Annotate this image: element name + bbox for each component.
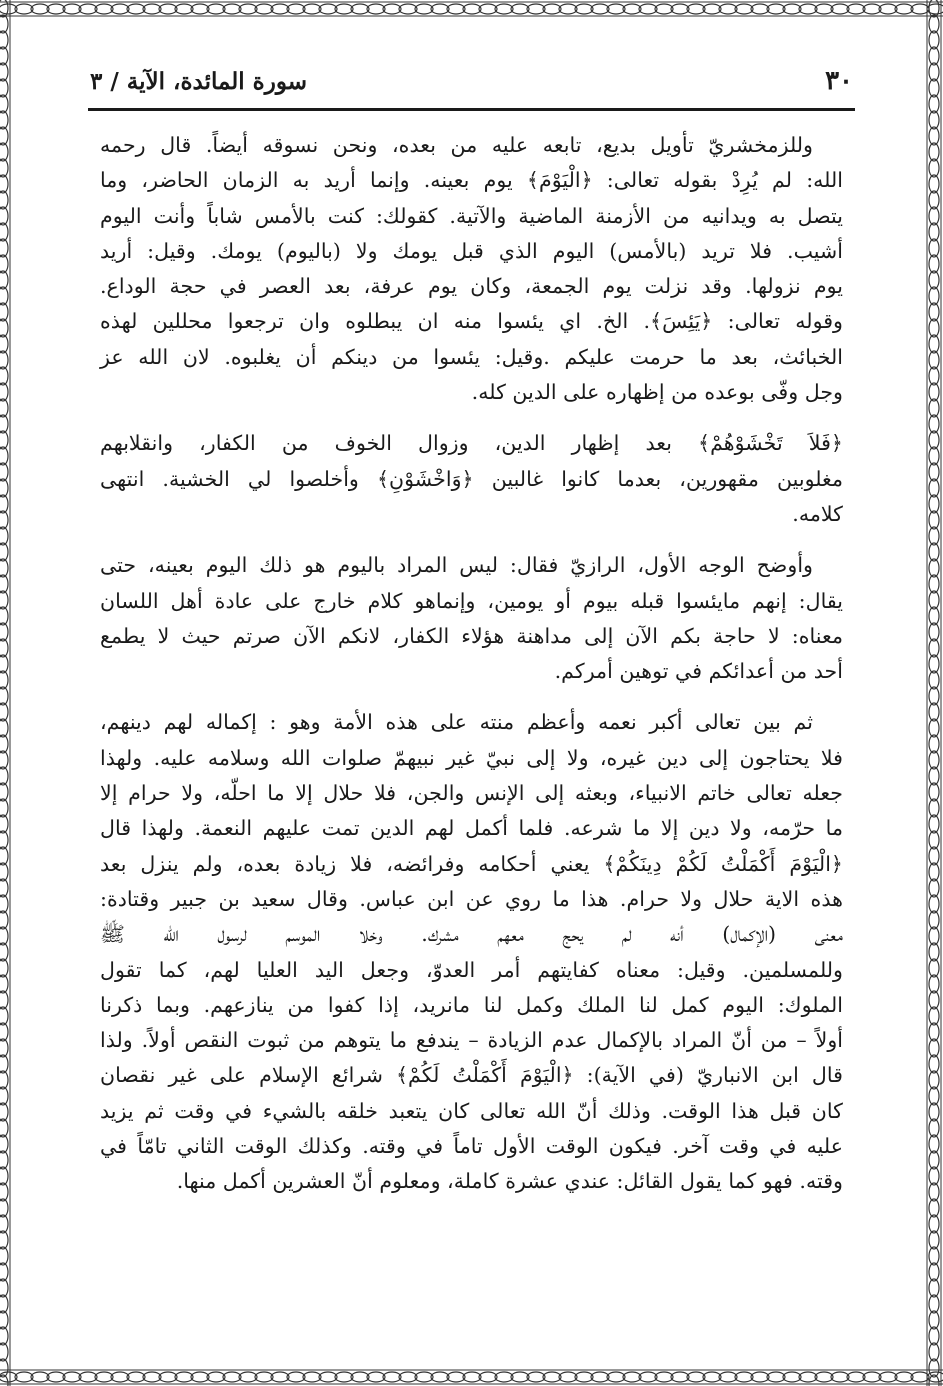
page-header	[90, 58, 853, 108]
paragraph	[100, 128, 843, 410]
text-line: هذه الاية حلال ولا حرام. هذا ما روي عن ابن عباس. وقال سعيد بن جبير وقتادة:	[100, 886, 843, 911]
text-line: ﴿الْيَوْمَ أَكْمَلْتُ لَكُمْ دِينَكُمْ﴾ يعني أحكامه وفرائضه، فلا زيادة بعده، ولم ينزل بعد	[100, 851, 843, 876]
text-line: وجل وفّى بوعده من إظهاره على الدين كله.	[471, 380, 843, 405]
text-line: معناه: لا حاجة بكم الآن إلى مداهنة هؤلاء الكفار، لانكم الآن صرتم حيث لا يطمع	[100, 623, 843, 648]
paragraph	[100, 705, 843, 1199]
text-line: الله: لم يُرِدْ بقوله تعالى: ﴿الْيَوْمَ﴾ يوم بعينه. وإنما أريد به الزمان الحاضر، وما	[100, 168, 843, 193]
paragraph	[100, 548, 843, 689]
text-line: ﴿فَلاَ تَخْشَوْهُمْ﴾ بعد إظهار الدين، وزوال الخوف من الكفار، وانقلابهم	[100, 431, 843, 456]
text-line: ثم بين تعالى أكبر نعمه وأعظم منته على هذه الأمة وهو : إكماله لهم دينهم،	[100, 710, 813, 735]
running-title: سورة المائدة، الآية / ٣	[90, 68, 307, 95]
text-line: فلا يحتاجون إلى دين غيره، ولا إلى نبيّ غير نبيهمّ صلوات الله وسلامه عليه. ولهذا	[100, 745, 843, 770]
text-line: كلامه.	[792, 501, 843, 526]
decorative-border-left	[0, 0, 12, 1386]
text-line: كان قبل هذا الوقت. وذلك أنّ الله تعالى كان يتعبد خلقه بالشيء في وقت ثم يزيد	[100, 1098, 843, 1123]
page-number: ٣٠	[825, 66, 853, 96]
decorative-border-top	[0, 0, 943, 18]
text-line: وقته. فهو كما يقول القائل: عندي عشرة كاملة، ومعلوم أنّ العشرين أكمل منها.	[176, 1169, 843, 1194]
text-line: وأوضح الوجه الأول، الرازيّ فقال: ليس المراد باليوم هو ذلك اليوم بعينه، حتى	[100, 553, 813, 578]
text-line: الملوك: اليوم كمل لنا الملك وكمل لنا مانريد، إذا كفوا من ينازعهم. وبما ذكرنا	[100, 992, 843, 1017]
text-line: معنى (الإكمال) أنه لم يحج معهم مشرك. وخلا الموسم لرسول الله ﷺ	[100, 922, 843, 947]
decorative-border-bottom	[0, 1368, 943, 1386]
text-line: وللزمخشريّ تأويل بديع، تابعه عليه من بعده، ونحن نسوقه أيضاً. قال رحمه	[100, 133, 813, 157]
decorative-border-right	[925, 0, 943, 1386]
text-line: أولاً – من أنّ المراد بالإكمال عدم الزيادة – يندفع ما يتوهم من ثبوت النقص أولاً. ولذا	[100, 1028, 843, 1053]
header-rule	[88, 108, 855, 111]
paragraph	[100, 426, 843, 532]
text-line: يتصل به ويدانيه من الأزمنة الماضية والآتية. كقولك: كنت بالأمس شاباً وأنت اليوم	[100, 203, 843, 228]
text-line: يقال: إنهم مايئسوا قبله بيوم أو يومين، وإنماهو كلام خارج على عادة أهل اللسان	[100, 588, 843, 613]
text-line: ما حرّمه، ولا دين إلا ما شرعه. فلما أكمل لهم الدين تمت عليهم النعمة. ولهذا قال	[100, 816, 843, 841]
text-line: أحد من أعدائكم في توهين أمركم.	[554, 659, 843, 684]
text-line: أشيب. فلا تريد (بالأمس) اليوم الذي قبل يومك ولا (باليوم) يومك. وقيل: أريد	[100, 238, 843, 263]
text-line: وقوله تعالى: ﴿يَئِسَ﴾. الخ. اي يئسوا منه ان يبطلوه وان ترجعوا محللين لهذه	[100, 309, 843, 334]
text-line: يوم نزولها. وقد نزلت يوم الجمعة، وكان يوم عرفة، بعد العصر في حجة الوداع.	[100, 274, 843, 299]
text-line: مغلوبين مقهورين، بعدما كانوا غالبين ﴿وَاخْشَوْنِ﴾ وأخلصوا لي الخشية. انتهى	[100, 466, 843, 491]
text-line: الخبائث، بعد ما حرمت عليكم .وقيل: يئسوا من دينكم أن يغلبوه. لان الله عز	[100, 344, 843, 369]
body-text	[100, 128, 843, 1200]
text-line: جعله تعالى خاتم الانبياء، وبعثه إلى الإنس والجن، فلا حلال إلا ما احلّه، ولا حرام إلا	[100, 781, 843, 806]
text-line: عليه في وقت آخر. فيكون الوقت الأول تاماً في وقته. وكذلك الوقت الثاني تامّاً في	[100, 1134, 843, 1159]
text-line: قال ابن الانباريّ (في الآية): ﴿الْيَوْمَ أَكْمَلْتُ لَكُمْ﴾ شرائع الإسلام على غير نقصان	[100, 1063, 843, 1088]
text-line: وللمسلمين. وقيل: معناه كفايتهم أمر العدوّ، وجعل اليد العليا لهم، كما تقول	[100, 957, 843, 982]
